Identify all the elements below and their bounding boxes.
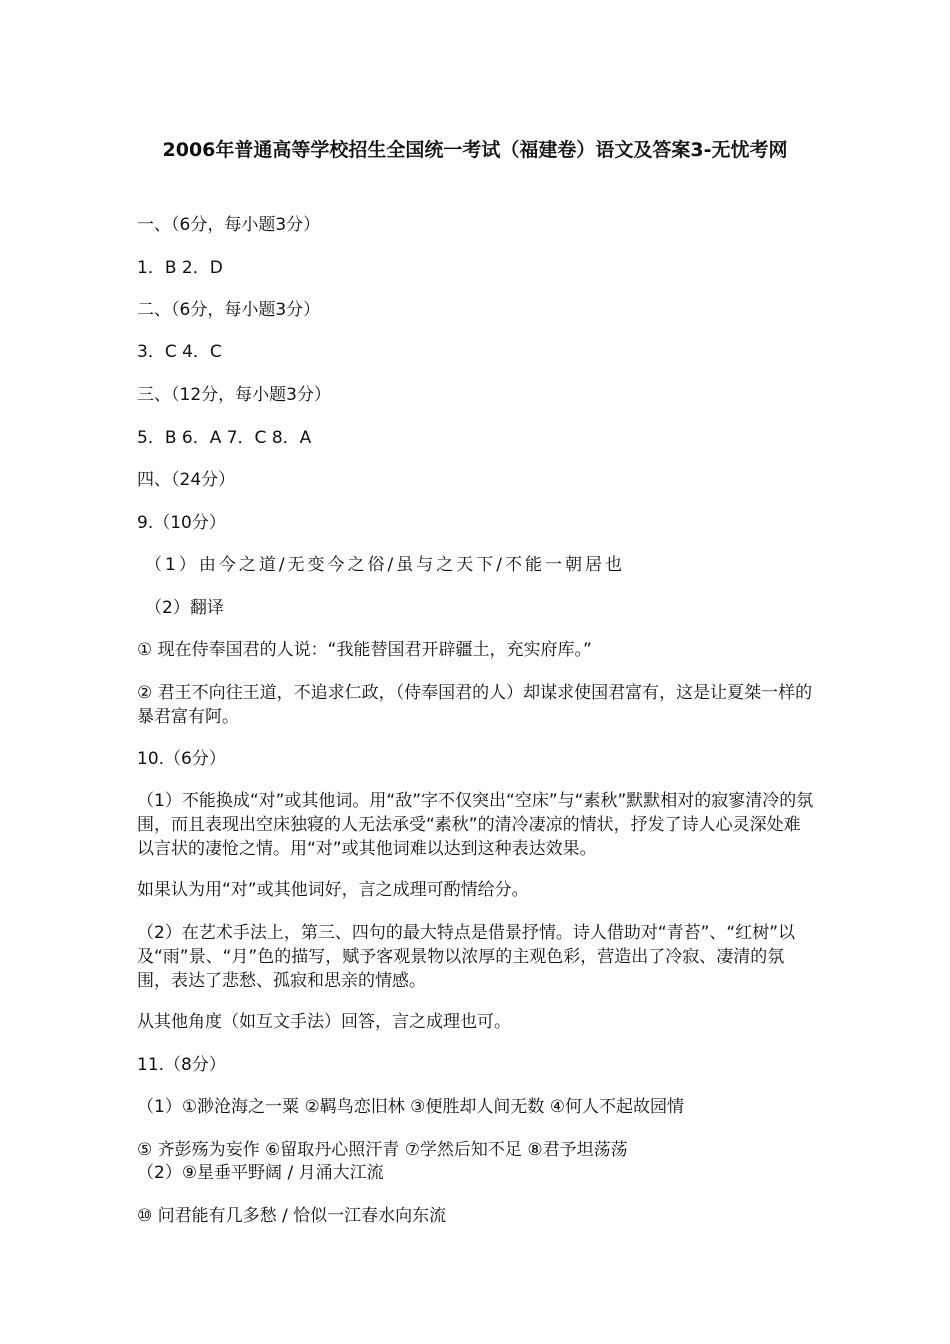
answer-line: （2）⑨星垂平野阔 / 月涌大江流 (137, 1163, 384, 1183)
section-heading: 三、（12分，每小题3分） (137, 385, 331, 405)
answer-paragraph: （1）不能换成“对”或其他词。用“敌”字不仅突出“空床”与“素秋”默默相对的寂寥清冷的氛围，而且表现出空床独寝的人无法承受“素秋”的清冷凄凉的情状，抒发了诗人心灵深处难以言状的凄怆之情。用“对”或其他词难以达到这种表达效果。 (137, 791, 814, 859)
translation-line: ② 君王不向往王道，不追求仁政，（侍奉国君的人）却谋求使国君富有，这是让夏桀一样的暴君富有阿。 (137, 683, 813, 727)
section-heading: 四、（24分） (137, 470, 236, 490)
answer-line: ⑤ 齐彭殇为妄作 ⑥留取丹心照汗青 ⑦学然后知不足 ⑧君予坦荡荡 (137, 1140, 628, 1160)
answer-paragraph: （2）在艺术手法上，第三、四句的最大特点是借景抒情。诗人借助对“青苔”、“红树”以及“雨”景、“月”色的描写，赋予客观景物以浓厚的主观色彩，营造出了冷寂、凄清的氛围，表达了悲愁、孤寂和思亲的情感。 (137, 923, 796, 991)
section-heading: 一、（6分，每小题3分） (137, 215, 321, 235)
answer-line: 1．B 2．D (137, 258, 223, 278)
answer-line: （1）①渺沧海之一粟 ②羁鸟恋旧林 ③便胜却人间无数 ④何人不起故园情 (137, 1097, 684, 1117)
question-number: 9.（10分） (137, 513, 226, 533)
question-number: 11.（8分） (137, 1055, 226, 1075)
translation-line: ① 现在侍奉国君的人说：“我能替国君开辟疆土，充实府库。” (137, 640, 592, 660)
section-heading: 二、（6分，每小题3分） (137, 300, 321, 320)
answer-line: 5．B 6．A 7．C 8．A (137, 428, 312, 448)
answer-line: 3．C 4．C (137, 342, 222, 362)
answer-paragraph: 从其他角度（如互文手法）回答，言之成理也可。 (137, 1012, 511, 1032)
answer-line: （1）由今之道/无变今之俗/虽与之天下/不能一朝居也 (145, 555, 625, 575)
answer-line: ⑩ 问君能有几多愁 / 恰似一江春水向东流 (137, 1206, 447, 1226)
answer-line: （2）翻译 (145, 598, 224, 618)
document-title: 2006年普通高等学校招生全国统一考试（福建卷）语文及答案3-无忧考网 (162, 139, 788, 161)
answer-paragraph: 如果认为用“对”或其他词好，言之成理可酌情给分。 (137, 880, 529, 900)
question-number: 10.（6分） (137, 749, 226, 769)
